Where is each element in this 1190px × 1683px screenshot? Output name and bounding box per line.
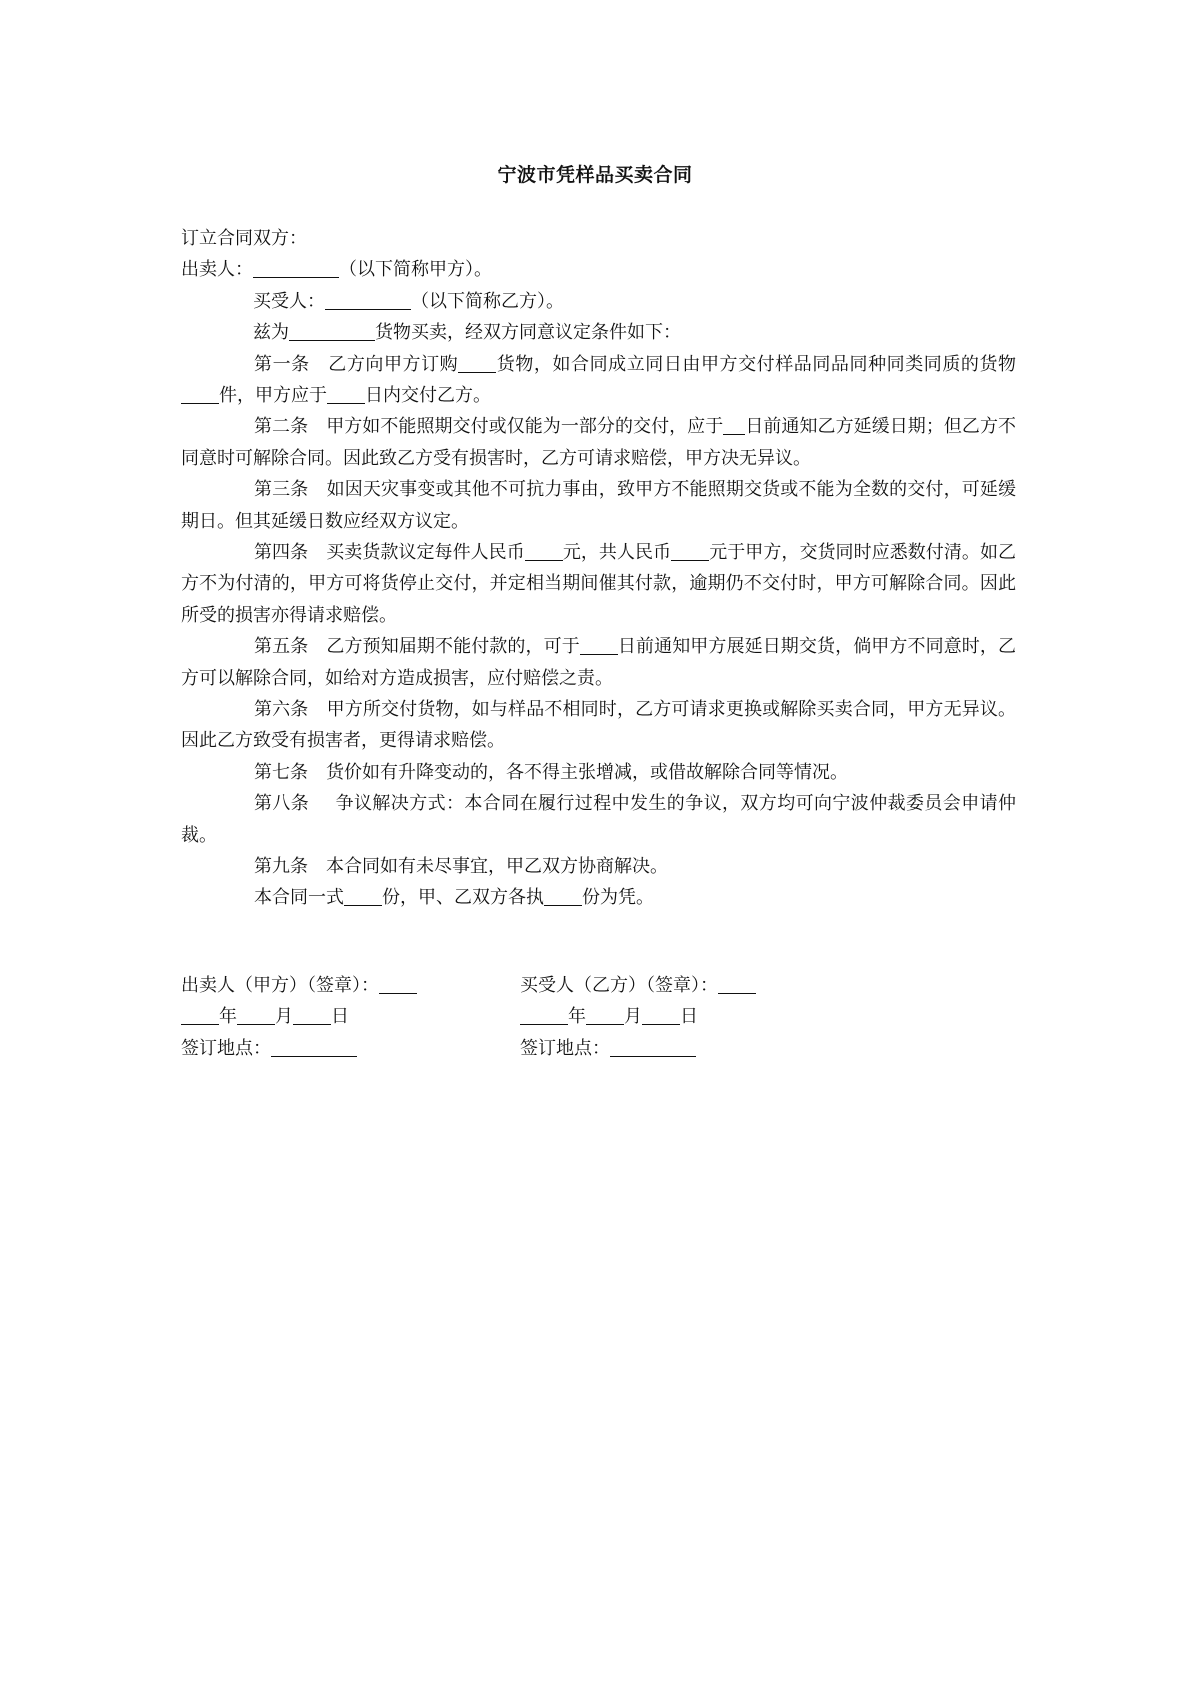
document-title: 宁波市凭样品买卖合同 xyxy=(497,164,693,186)
year-label: 年 xyxy=(219,1006,237,1028)
article-text: 货价如有升降变动的，各不得主张增减，或借故解除合同等情况。 xyxy=(326,761,848,783)
seller-suffix: （以下简称甲方）。 xyxy=(339,259,492,281)
day-label: 日 xyxy=(331,1006,349,1028)
each-copies-blank[interactable] xyxy=(544,887,582,906)
seller-place-label: 签订地点： xyxy=(181,1037,271,1059)
goods-blank[interactable] xyxy=(289,322,375,341)
article-label: 第三条 xyxy=(254,479,309,501)
article-9 xyxy=(181,851,1016,882)
article-label: 第一条 xyxy=(254,353,310,375)
buyer-day-blank[interactable] xyxy=(642,1006,680,1025)
buyer-label: 买受人： xyxy=(253,290,325,312)
seller-label: 出卖人： xyxy=(181,259,253,281)
article-text: 日内交付乙方。 xyxy=(365,384,491,406)
article-text: 争议解决方式：本合同在履行过程中发生的争议，双方均可向宁波仲裁委员会申请仲裁。 xyxy=(181,793,1016,846)
article-8 xyxy=(181,788,1016,851)
parties-label: 订立合同双方： xyxy=(181,228,307,249)
purpose-suffix: 货物买卖，经双方同意议定条件如下： xyxy=(375,322,681,344)
copies-text: 份，甲、乙双方各执 xyxy=(382,887,544,909)
copies-text: 本合同一式 xyxy=(254,887,344,909)
article-text: 乙方预知届期不能付款的，可于 xyxy=(326,636,580,658)
unit-price-blank[interactable] xyxy=(525,542,563,561)
seller-signature-block xyxy=(181,970,417,1064)
article-5 xyxy=(181,631,1016,694)
article-label: 第二条 xyxy=(254,416,309,438)
goods-name-blank[interactable] xyxy=(458,354,496,373)
article-3 xyxy=(181,474,1016,537)
seller-signature-label: 出卖人（甲方）（签章）： xyxy=(181,975,379,996)
seller-year-blank[interactable] xyxy=(181,1006,219,1025)
year-label: 年 xyxy=(568,1006,586,1028)
article-label: 第四条 xyxy=(254,542,309,563)
article-text: 甲方如不能照期交付或仅能为一部分的交付，应于 xyxy=(326,416,724,438)
article-text: 货物，如合同成立同日由甲方交付样品同品同种同类同质的货物 xyxy=(496,353,1017,375)
seller-signature-blank[interactable] xyxy=(379,975,417,994)
notice-days-blank[interactable] xyxy=(723,416,745,435)
article-text: 本合同如有未尽事宜，甲乙双方协商解决。 xyxy=(326,856,668,878)
parties-heading xyxy=(181,223,1016,254)
article-text: 元于甲方，交货同时应悉数付清。如乙方不为付清的，甲方可将货停止交付，并定相当期间催其付款，逾期仍不交付时，甲方可解除合同。因此所受的损害亦得请求赔偿。 xyxy=(181,542,1017,626)
buyer-signature-blank[interactable] xyxy=(718,975,756,994)
article-text: 日前通知乙方延缓日期；但乙方不同意时可解除合同。因此致乙方受有损害时，乙方可请求赔偿，甲方决无异议。 xyxy=(181,416,1017,469)
buyer-suffix: （以下简称乙方）。 xyxy=(411,290,564,312)
article-text: 买卖货款议定每件人民币 xyxy=(326,542,525,563)
article-label: 第八条 xyxy=(254,793,310,815)
copies-text: 份为凭。 xyxy=(582,887,654,909)
article-7 xyxy=(181,757,1016,788)
seller-name-blank[interactable] xyxy=(253,259,339,278)
seller-month-blank[interactable] xyxy=(237,1006,275,1025)
purpose-line xyxy=(181,317,1016,348)
payment-notice-days-blank[interactable] xyxy=(580,636,618,655)
buyer-signature-block xyxy=(520,970,756,1064)
purpose-prefix: 兹为 xyxy=(253,322,289,344)
article-1 xyxy=(181,349,1016,412)
article-2 xyxy=(181,411,1016,474)
buyer-month-blank[interactable] xyxy=(586,1006,624,1025)
seller-day-blank[interactable] xyxy=(293,1006,331,1025)
buyer-place-blank[interactable] xyxy=(610,1038,696,1057)
buyer-signature-label: 买受人（乙方）（签章）： xyxy=(520,975,718,996)
article-label: 第九条 xyxy=(254,856,308,878)
total-copies-blank[interactable] xyxy=(344,887,382,906)
article-label: 第七条 xyxy=(254,761,308,783)
buyer-place-label: 签订地点： xyxy=(520,1037,610,1059)
article-6 xyxy=(181,694,1016,757)
month-label: 月 xyxy=(624,1006,642,1028)
total-price-blank[interactable] xyxy=(671,542,709,561)
article-text: 甲方所交付货物，如与样品不相同时，乙方可请求更换或解除买卖合同，甲方无异议。因此乙方致受有损害者，更得请求赔偿。 xyxy=(181,699,1017,752)
contract-body xyxy=(181,223,1016,914)
seller-line xyxy=(181,254,1016,285)
delivery-days-blank[interactable] xyxy=(327,385,365,404)
article-text: 日前通知甲方展延日期交货，倘甲方不同意时，乙方可以解除合同，如给对方造成损害，应付赔偿之责。 xyxy=(181,636,1017,689)
day-label: 日 xyxy=(680,1006,698,1028)
copies-clause xyxy=(181,882,1016,913)
month-label: 月 xyxy=(275,1006,293,1028)
article-text: 乙方向甲方订购 xyxy=(327,353,459,375)
quantity-blank[interactable] xyxy=(181,385,219,404)
buyer-year-blank[interactable] xyxy=(520,1006,568,1025)
article-text: 如因天灾事变或其他不可抗力事由，致甲方不能照期交货或不能为全数的交付，可延缓期日。但其延缓日数应经双方议定。 xyxy=(181,479,1017,532)
seller-place-blank[interactable] xyxy=(271,1038,357,1057)
article-text: 元，共人民币 xyxy=(562,542,672,563)
article-label: 第六条 xyxy=(254,699,309,721)
buyer-name-blank[interactable] xyxy=(325,291,411,310)
article-4 xyxy=(181,537,1016,631)
article-text: 件，甲方应于 xyxy=(219,384,327,406)
buyer-line xyxy=(181,286,1016,317)
article-label: 第五条 xyxy=(254,636,309,658)
